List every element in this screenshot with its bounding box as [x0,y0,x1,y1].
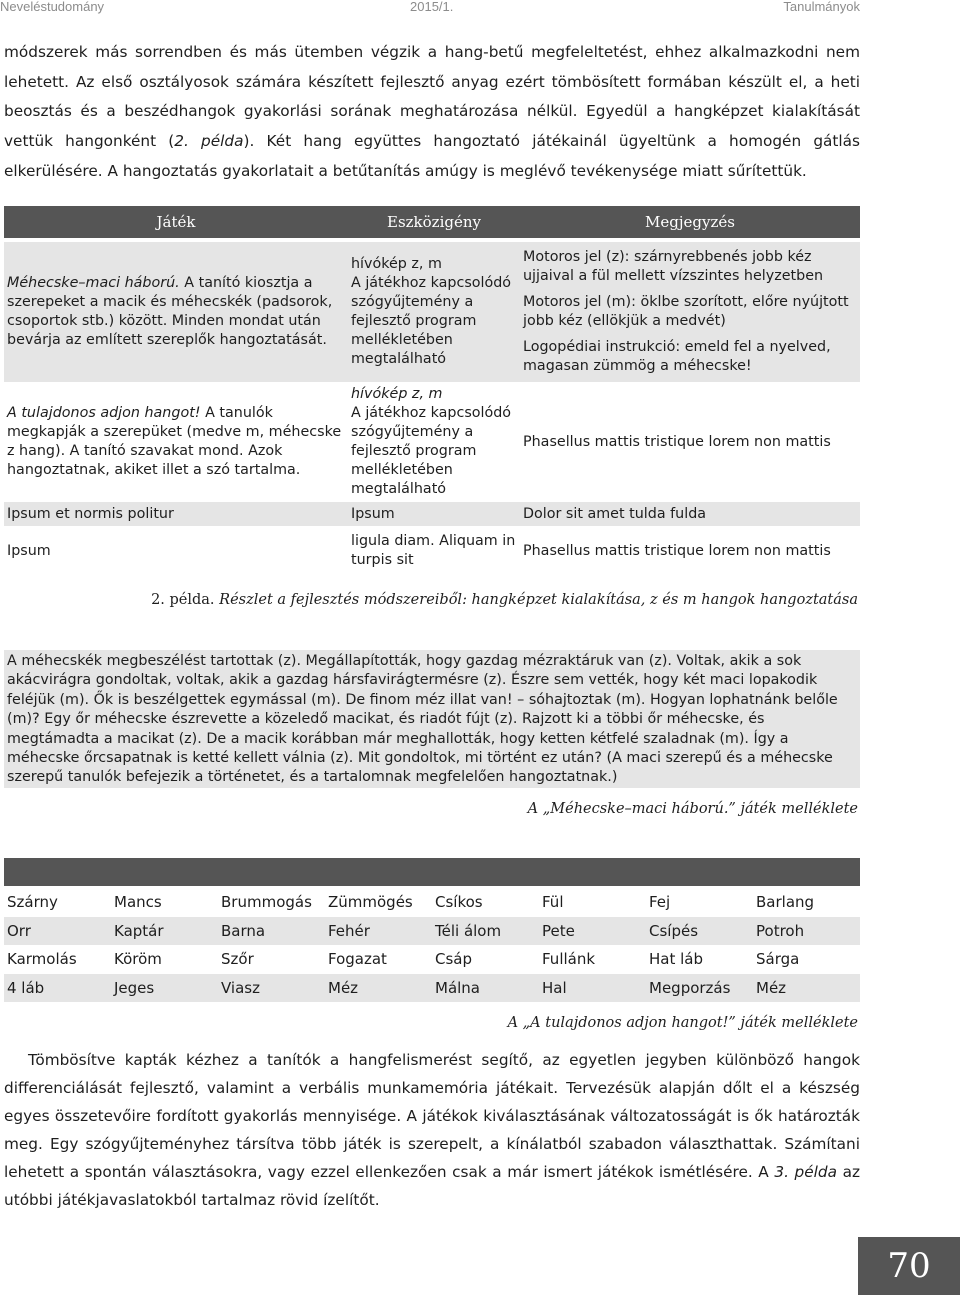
tools-cell [348,242,520,382]
games-table-header [4,206,860,238]
word-cell: Fej [649,893,671,912]
game-title: A tulajdonos adjon hangot! [7,405,201,421]
word-cell: 4 láb [7,979,45,998]
game-cell: Ipsum [7,542,51,559]
word-cell: Fehér [328,921,370,940]
word-cell: Sárga [756,950,800,969]
story-box: A méhecskék megbeszélést tartottak (z). Megállapították, hogy gazdag mézraktáruk van (z). Voltak, akik a sok akácvirágra gondoltak, voltak, akik a gazdag hársfavirágtermésre (z). Észre sem vették, hogy két maci lopakodik feléjük (m). Ők is beszélgettek egymással (m). De finom méz illat van! – sóhajtoztak (m). Hogyan lophatnánk belőle (m)? Egy őr méhecske észrevette a közeledő macikat, és riadót fújt (z). Rajzott ki a többi őr méhecske, és megtámadta a macikat (z). De a macik korábban már meghallották, hogy ketten kétfelé szaladnak (m). Így a méhecske őrcsapatnak is ketté kellett válnia (z). Mit gondoltok, mi történt ez után? (A maci szerepű és a méhecske szerepű tanulók befejezik a történetet, és a tartalomnak megfelelően hangoztatnak.) [4,650,860,788]
word-cell: Csípés [649,921,699,940]
word-cell: Fül [542,893,564,912]
tools-cell: Ipsum [348,502,520,526]
closing-text-2: az utóbbi játékjavaslatokból tartalmaz rövid ízelítőt. [4,1163,860,1209]
word-cell: Hat láb [649,950,704,969]
word-cell: Pete [542,921,575,940]
word-cell: Szárny [7,893,58,912]
word-cell: Hal [542,979,567,998]
tools-text: hívókép z, m A játékhoz kapcsolódó szógyűjtemény a fejlesztő program mellékletében megtalálható [351,256,512,367]
header-notes: Megjegyzés [645,213,735,231]
games-table [4,206,860,572]
word-cell: Barlang [756,893,815,912]
game-cell [4,242,348,382]
word-cell: Karmolás [7,950,77,969]
word-cell: Jeges [114,979,155,998]
tools-text: A játékhoz kapcsolódó szógyűjtemény a fejlesztő program mellékletében megtalálható [351,405,512,497]
word-cell: Téli álom [435,921,502,940]
page-number: 70 [858,1237,960,1295]
notes-cell: Dolor sit amet tulda fulda [520,502,860,526]
caption-text: Részlet a fejlesztés módszereiből: hangképzet kialakítása, z és m hangok hangoztatása [214,592,858,608]
word-cell: Barna [221,921,266,940]
games-table-caption [151,592,858,608]
word-cell: Méz [756,979,787,998]
table-row [4,917,860,946]
intro-paragraph [4,38,860,187]
table-row [4,945,860,974]
word-cell: Fogazat [328,950,387,969]
table-row [4,974,860,1003]
word-cell: Csáp [435,950,473,969]
game-cell [4,386,348,498]
word-cell: Fullánk [542,950,596,969]
game-cell: Ipsum et normis politur [4,502,348,526]
word-table-caption: A „A tulajdonos adjon hangot!” játék melléklete [507,1015,858,1031]
table-row [4,502,860,526]
word-cell: Köröm [114,950,162,969]
game-description: A tanító kiosztja a szerepeket a macik és méhecskék (padsorok, csoportok stb.) között. Minden mondat után bevárja az említett szereplők hangoztatását. [7,275,333,348]
word-cell: Megporzás [649,979,731,998]
word-cell: Potroh [756,921,805,940]
word-cell: Méz [328,979,359,998]
word-cell: Orr [7,921,31,940]
header-tools: Eszközigény [387,213,481,231]
table-row [4,386,860,498]
caption-number: 2. példa. [151,592,215,608]
word-cell: Brummogás [221,893,312,912]
intro-text-2: ). Két hang együttes hangoztató játékainál ügyeltünk a homogén gátlás elkerülésére. A hangoztatás gyakorlatait a betűtanítás amúgy is meglévő tevékenysége miatt sűrítettük. [4,132,860,180]
note-motor-m: Motoros jel (m): öklbe szorított, előre nyújtott jobb kéz (ellökjük a medvét) [523,294,849,329]
closing-example-ref: 3. példa [774,1163,837,1181]
story-caption: A „Méhecske–maci háború.” játék melléklete [527,801,858,817]
notes-cell [520,386,860,498]
intro-text-1: módszerek más sorrendben és más ütemben végzik a hang-betű megfeleltetést, ehhez alkalmazkodni nem lehetett. Az első osztályosok számára készített fejlesztő anyag ezért tömbösített formában készült el, a heti beosztás és a beszédhangok gyakorlási sorának meghatározása nélkül. Egyedül a hangképzet kialakítását vettük hangonként ( [4,43,860,151]
issue-number: 2015/1. [410,0,454,14]
table-row [4,530,860,572]
word-cell: Viasz [221,979,260,998]
game-title: Méhecske–maci háború. [7,275,180,291]
tools-cell: ligula diam. Aliquam in turpis sit [351,533,516,568]
table-row [4,888,860,917]
header-game: Játék [156,213,196,231]
word-cell: Mancs [114,893,162,912]
note-text: Phasellus mattis tristique lorem non mattis [523,433,831,450]
section-name: Tanulmányok [783,0,860,14]
word-cell: Csíkos [435,893,483,912]
notes-cell: Phasellus mattis tristique lorem non mattis [523,542,831,559]
journal-name: Neveléstudomány [0,0,105,14]
closing-text-1: Tömbösítve kapták kézhez a tanítók a hangfelismerést segítő, az egyetlen jegyben különböző hangok differenciálását fejlesztő, valamint a verbális munkamemória játékait. Tervezésük alapján dőlt el a készség egyes összetevőire fordított gyakorlás mennyisége. A játékok kiválasztásának változatosságát is ők határozták meg. Egy szógyűjteményhez társítva több játék is szerepelt, a kínálatból szabadon választhattak. Számítani lehetett a spontán választásokra, vagy ezzel ellenkezően csak a már ismert játékok ismétlésére. A [4,1051,860,1181]
running-header [0,0,960,16]
game-description: A tanulók megkapják a szerepüket (medve m, méhecske z hang). A tanító szavakat mond. Azok hangoztatnak, akiket illet a szó tartalma. [7,405,342,478]
notes-cell [520,242,860,382]
note-motor-z: Motoros jel (z): szárnyrebbenés jobb kéz ujjaival a fül mellett vízszintes helyzetben [523,249,824,284]
intro-example-ref: 2. példa [174,132,244,151]
tools-cell [348,386,520,498]
word-table [4,858,860,1002]
tools-picture: hívókép z, m [351,386,443,402]
word-cell: Zümmögés [328,893,413,912]
note-speech: Logopédiai instrukció: emeld fel a nyelved, magasan zümmög a méhecske! [523,339,831,374]
word-cell: Kaptár [114,921,164,940]
word-cell: Szőr [221,950,254,969]
word-cell: Málna [435,979,480,998]
word-table-header [4,858,860,886]
table-row [4,242,860,382]
closing-paragraph [4,1046,860,1214]
